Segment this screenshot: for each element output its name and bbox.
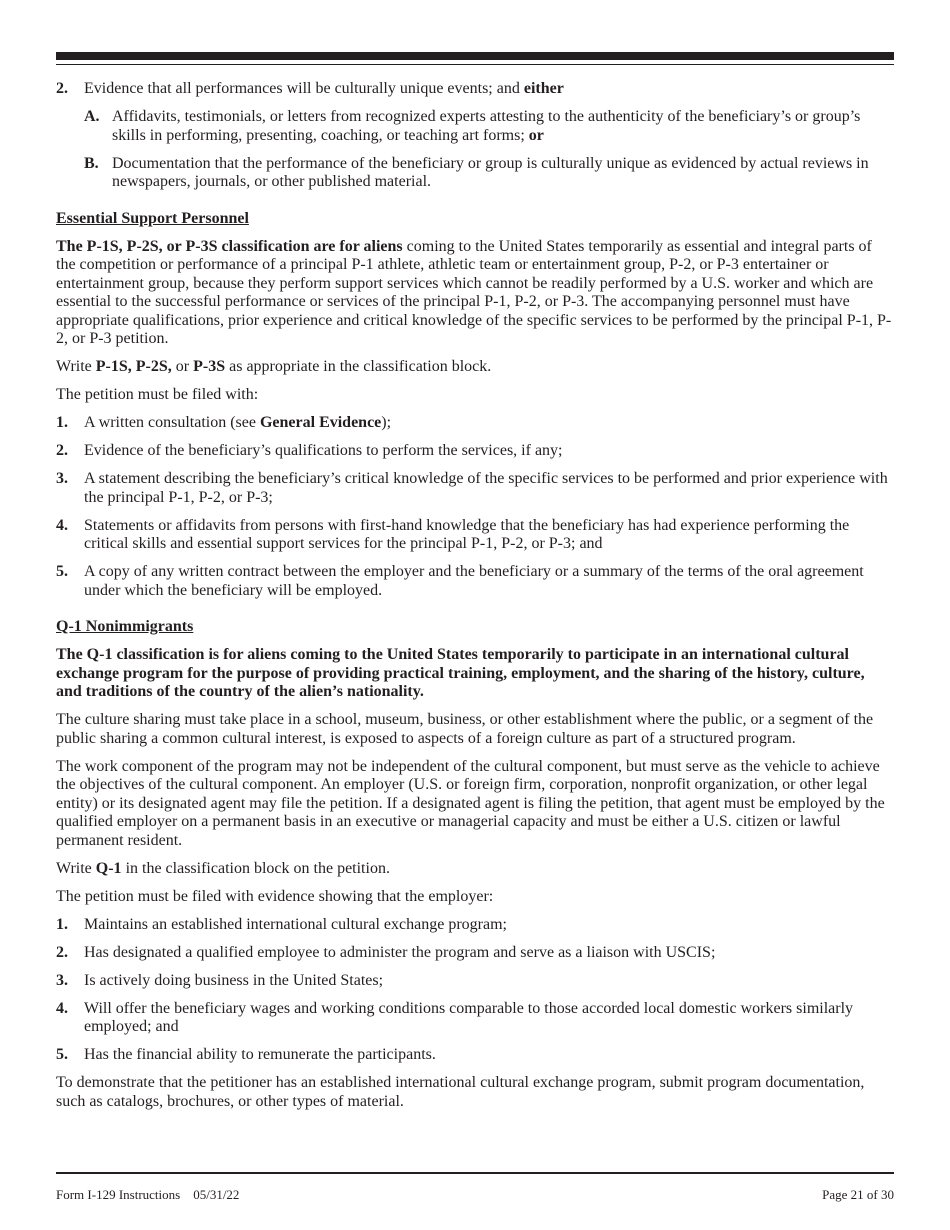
text-bold: P-3S xyxy=(193,358,226,375)
item-text: Maintains an established international cultural exchange program; xyxy=(84,915,507,933)
item-text: Statements or affidavits from persons with first-hand knowledge that the beneficiary has had experience performing the critical skills and essential support services for the principal P-1, P-2, or P-3; and xyxy=(84,516,850,552)
list-item xyxy=(56,944,894,963)
footer-page-number: Page 21 of 30 xyxy=(822,1187,894,1202)
item-text xyxy=(84,80,894,99)
item-number: 3. xyxy=(56,470,68,487)
list-item xyxy=(56,1046,894,1065)
header-rule-thin xyxy=(56,64,894,65)
item-text xyxy=(84,414,894,433)
list-item xyxy=(56,517,894,554)
item-number: 1. xyxy=(56,414,68,431)
item-text: Will offer the beneficiary wages and working conditions comparable to those accorded local domestic workers similarly employed; and xyxy=(84,999,854,1035)
text-bold: Q-1 xyxy=(95,859,122,877)
item-text-bold: General Evidence xyxy=(259,414,382,431)
item-text-part: Evidence that all performances will be culturally unique events; and xyxy=(84,80,524,97)
text-part: Write xyxy=(56,859,96,877)
subitem-letter: A. xyxy=(84,108,100,125)
subitem-text-part: Affidavits, testimonials, or letters from recognized experts attesting to the authenticity of the beneficiary’s or group’s skills in performing, presenting, coaching, or teaching art forms; xyxy=(112,108,861,144)
paragraph: The petition must be filed with evidence showing that the employer: xyxy=(56,887,494,905)
document-page xyxy=(56,0,894,1230)
item-text: A statement describing the beneficiary’s critical knowledge of the specific services to be performed and prior experience with the principal P-1, P-2, or P-3; xyxy=(84,470,888,506)
item-text-bold: either xyxy=(523,80,564,97)
paragraph xyxy=(56,238,894,349)
section-heading-q1: Q-1 Nonimmigrants xyxy=(56,618,194,635)
subitem-text: Documentation that the performance of the beneficiary or group is culturally unique as evidenced by actual reviews in newspapers, journals, or other published material. xyxy=(112,154,869,190)
item-number: 4. xyxy=(56,999,68,1017)
subitem-letter: B. xyxy=(84,154,99,172)
item-number: 4. xyxy=(56,516,68,534)
item-text: Has designated a qualified employee to administer the program and serve as a liaison with USCIS; xyxy=(84,943,716,961)
paragraph: The petition must be filed with: xyxy=(56,386,259,403)
list-item xyxy=(56,414,894,433)
paragraph: To demonstrate that the petitioner has an established international cultural exchange program, submit program documentation, such as catalogs, brochures, or other types of material. xyxy=(56,1074,865,1110)
list-subitem xyxy=(84,155,894,192)
list-item xyxy=(56,972,894,991)
text-part: as appropriate in the classification block. xyxy=(225,358,492,375)
item-number: 2. xyxy=(56,943,68,961)
item-text: Evidence of the beneficiary’s qualifications to perform the services, if any; xyxy=(84,442,563,459)
subitem-text-bold: or xyxy=(528,126,544,144)
item-number: 2. xyxy=(56,80,68,97)
item-number: 3. xyxy=(56,971,68,989)
paragraph-bold: The P-1S, P-2S, or P-3S classification are for aliens xyxy=(56,237,403,255)
list-item xyxy=(56,470,894,507)
paragraph xyxy=(56,860,894,879)
item-number: 5. xyxy=(56,1046,68,1063)
item-text-part: A written consultation (see xyxy=(84,414,260,431)
list-item xyxy=(56,442,894,461)
text-part: or xyxy=(171,358,194,375)
item-text: Is actively doing business in the United States; xyxy=(84,971,384,989)
page-footer xyxy=(56,1187,894,1203)
text-part: in the classification block on the petition. xyxy=(121,859,390,877)
page-content xyxy=(56,80,894,1121)
item-number: 5. xyxy=(56,563,68,580)
header-rule-thick xyxy=(56,52,894,60)
item-text: Has the financial ability to remunerate the participants. xyxy=(84,1046,436,1063)
list-item xyxy=(56,563,894,600)
item-number: 1. xyxy=(56,915,68,933)
paragraph-rest: coming to the United States temporarily as essential and integral parts of the competition or performance of a principal P-1 athlete, athletic team or entertainment group, P-2, or P-3 entertainer or entertainment group, because they perform support services which cannot be readily performed by a U.S. worker and which are essential to the successful performance or services of the principal P-1, P-2, or P-3. The accompanying personnel must have appropriate qualifications, prior experience and critical knowledge of the specific services to be performed by the principal P-1, P-2, or P-3 petition. xyxy=(56,237,892,347)
paragraph xyxy=(56,358,894,377)
list-item xyxy=(56,80,894,99)
section-heading-essential-support: Essential Support Personnel xyxy=(56,209,249,227)
footer-form-info: Form I-129 Instructions 05/31/22 xyxy=(56,1187,240,1202)
list-item xyxy=(56,916,894,935)
item-number: 2. xyxy=(56,442,68,459)
paragraph-bold: The Q-1 classification is for aliens coming to the United States temporarily to participate in an international cultural exchange program for the purpose of providing practical training, employment, and the sharing of the history, culture, and traditions of the country of the alien’s nationality. xyxy=(56,646,865,700)
subitem-text xyxy=(112,108,894,145)
item-text: A copy of any written contract between the employer and the beneficiary or a summary of the terms of the oral agreement under which the beneficiary will be employed. xyxy=(84,563,864,599)
text-bold: P-1S, P-2S, xyxy=(95,358,172,375)
paragraph: The culture sharing must take place in a school, museum, business, or other establishment where the public, or a segment of the public sharing a common cultural interest, is exposed to aspects of a foreign culture as part of a structured program. xyxy=(56,711,874,747)
paragraph: The work component of the program may not be independent of the cultural component, but must serve as the vehicle to achieve the objectives of the cultural component. An employer (U.S. or foreign firm, corporation, nonprofit organization, or other legal entity) or its designated agent may file the petition. If a designated agent is filing the petition, that agent must be employed by the qualified employer on a permanent basis in an executive or managerial capacity and must be either a U.S. citizen or lawful permanent resident. xyxy=(56,757,885,849)
item-text-part: ); xyxy=(381,414,392,431)
list-item xyxy=(56,1000,894,1037)
list-subitem xyxy=(84,108,894,145)
footer-rule xyxy=(56,1172,894,1174)
text-part: Write xyxy=(56,358,96,375)
